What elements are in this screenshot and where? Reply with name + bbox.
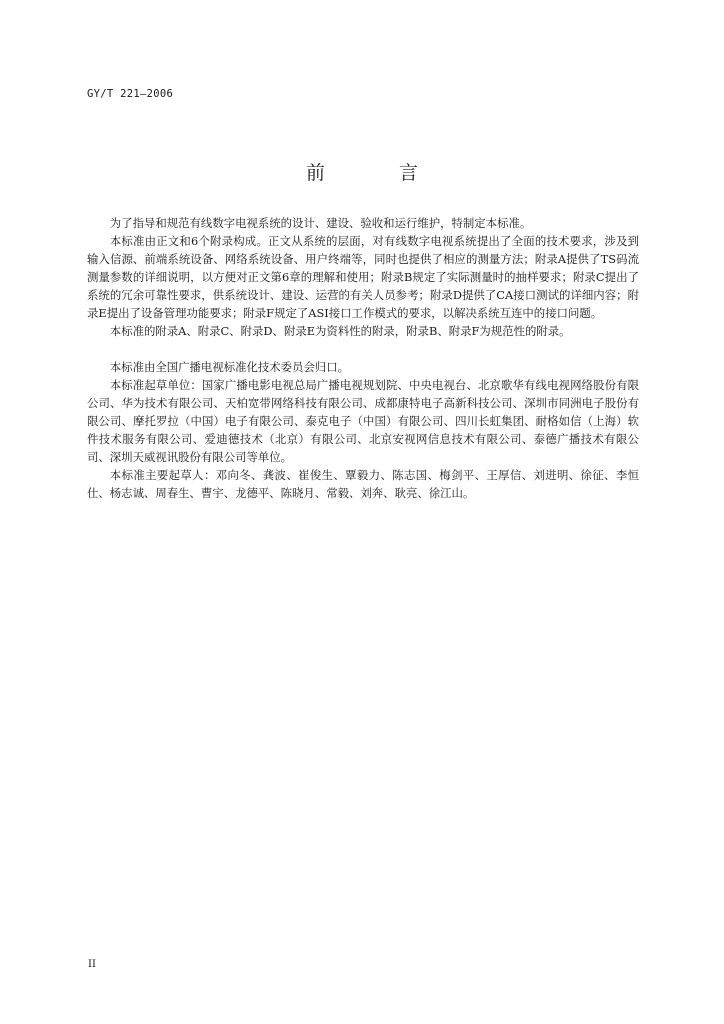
standard-code: GY/T 221—2006 <box>87 88 174 100</box>
paragraph-purpose: 为了指导和规范有线数字电视系统的设计、建设、验收和运行维护，特制定本标准。 <box>109 216 532 230</box>
paragraph-drafting-units: 本标准起草单位：国家广播电影电视总局广播电视规划院、中央电视台、北京歌华有线电视网络股份有限公司、华为技术有限公司、天柏宽带网络科技有限公司、成都康特电子高新科技公司、深圳市同洲电子股份有限公司、摩托罗拉（中国）电子有限公司、泰克电子（中国）有限公司、四川长虹集团、耐格如信（上海）软件技术服务有限公司、爱迪德技术（北京）有限公司、北京安视网信息技术有限公司、泰德广播技术有限公司、深圳天威视讯股份有限公司等单位。 <box>87 378 639 464</box>
page-title: 前 言 <box>305 162 453 184</box>
foreword-body <box>87 214 639 502</box>
paragraph-drafters: 本标准主要起草人：邓向冬、龚波、崔俊生、覃毅力、陈志国、梅剑平、王厚信、刘进明、徐征、李恒仕、杨志诚、周春生、曹宇、龙德平、陈晓月、常毅、刘奔、耿亮、徐江山。 <box>87 468 639 500</box>
paragraph-structure: 本标准由正文和6个附录构成。正文从系统的层面，对有线数字电视系统提出了全面的技术要求，涉及到输入信源、前端系统设备、网络系统设备、用户终端等，同时也提供了相应的测量方法；附录A提供了TS码流测量参数的详细说明，以方便对正文第6章的理解和使用；附录B规定了实际测量时的抽样要求；附录C提出了系统的冗余可靠性要求，供系统设计、建设、运营的有关人员参考；附录D提供了CA接口测试的详细内容；附录E提出了设备管理功能要求；附录F规定了ASI接口工作模式的要求，以解决系统互连中的接口问题。 <box>87 234 639 320</box>
paragraph-committee: 本标准由全国广播电视标准化技术委员会归口。 <box>109 360 350 374</box>
paragraph-annex-types: 本标准的附录A、附录C、附录D、附录E为资料性的附录，附录B、附录F为规范性的附录。 <box>109 324 571 338</box>
page-number: II <box>88 959 96 970</box>
